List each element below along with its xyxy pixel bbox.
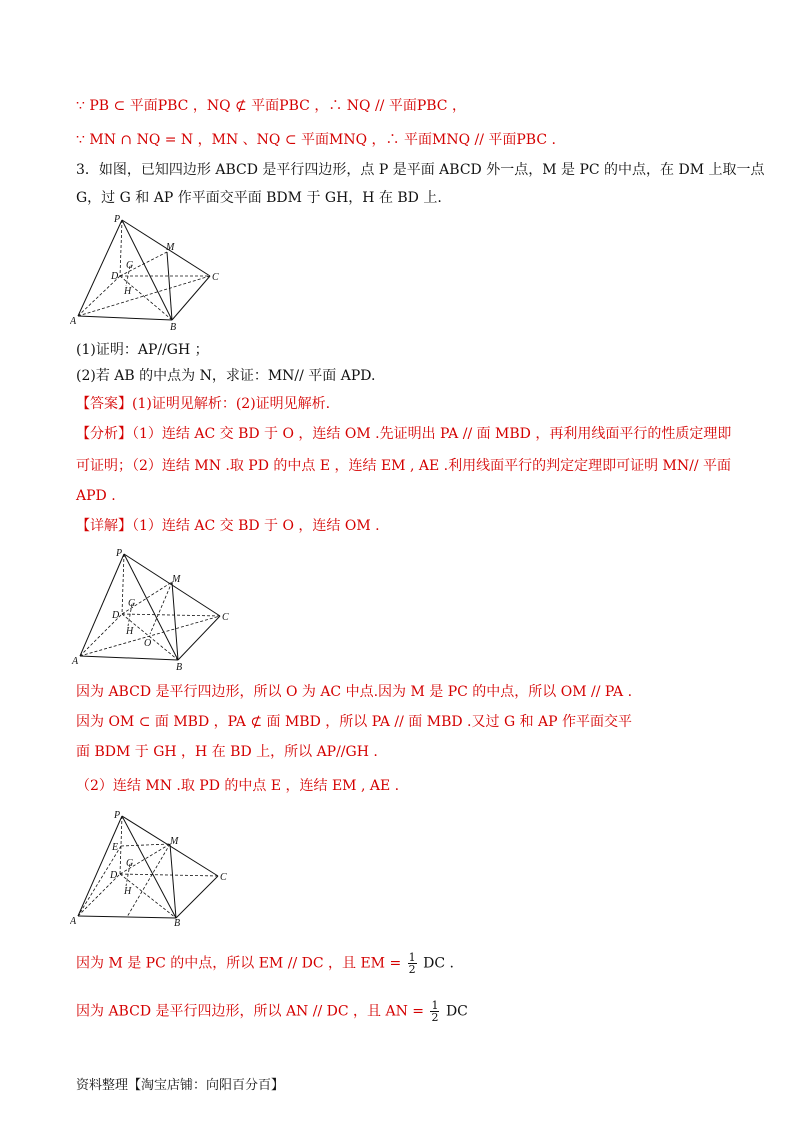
label-G: G — [128, 598, 136, 609]
fraction-half: $\frac{1}{2}$ — [408, 951, 416, 976]
label-C: C — [220, 872, 227, 883]
answer-line: 【答案】(1)证明见解析：(2)证明见解析. — [76, 396, 331, 412]
label-B: B — [170, 322, 177, 332]
detail-line-1: 【详解】（1）连结 AC 交 BD 于 O ，连结 OM . — [76, 518, 380, 534]
pyramid-figure-2 — [70, 546, 240, 671]
step-3: 面 BDM 于 GH ，H 在 BD 上，所以 AP//GH . — [76, 744, 378, 760]
label-B: B — [174, 918, 181, 926]
label-M: M — [172, 574, 181, 585]
footer: 资料整理【淘宝店铺：向阳百分百】 — [76, 1078, 285, 1093]
label-G: G — [126, 858, 134, 869]
label-A: A — [72, 656, 79, 667]
step-2: 因为 OM ⊂ 面 MBD ，PA ⊄ 面 MBD ，所以 PA // 面 MBD .又过 G 和 AP 作平面交平 — [76, 714, 633, 730]
label-A: A — [70, 916, 77, 926]
label-M: M — [166, 242, 175, 253]
step-4: （2）连结 MN .取 PD 的中点 E ，连结 EM , AE . — [76, 778, 400, 794]
figure-3 — [70, 808, 240, 930]
part-2: (2)若 AB 的中点为 N，求证：MN// 平面 APD. — [76, 368, 376, 384]
pyramid-figure-3 — [70, 808, 240, 926]
label-C: C — [222, 612, 229, 623]
label-E: E — [112, 842, 119, 853]
pyramid-figure-1 — [70, 212, 230, 332]
line-1: ∵ PB ⊂ 平面PBC ，NQ ⊄ 平面PBC ，∴ NQ // 平面PBC ， — [76, 98, 466, 114]
step-6: 因为 ABCD 是平行四边形，所以 AN // DC ，且 AN = $\frac{1}{2}$ DC — [76, 999, 468, 1024]
figure-2 — [70, 546, 240, 675]
label-H: H — [126, 626, 134, 637]
label-D: D — [112, 610, 120, 621]
label-P: P — [114, 810, 121, 821]
label-C: C — [212, 272, 219, 283]
step-5: 因为 M 是 PC 的中点，所以 EM // DC ，且 EM = $\frac{1}{2}$ DC . — [76, 951, 454, 976]
line-2: ∵ MN ∩ NQ = N ，MN 、NQ ⊂ 平面MNQ ，∴ 平面MNQ // 平面PBC . — [76, 132, 556, 148]
question-3-line-1: 3．如图，已知四边形 ABCD 是平行四边形，点 P 是平面 ABCD 外一点，M 是 PC 的中点，在 DM 上取一点 — [76, 162, 765, 178]
label-A: A — [70, 316, 77, 327]
label-D: D — [110, 870, 118, 881]
label-P: P — [114, 214, 121, 225]
label-H: H — [124, 286, 132, 297]
label-M: M — [170, 836, 179, 847]
analysis-line-3: APD . — [76, 488, 116, 504]
figure-1 — [70, 212, 230, 336]
label-B: B — [176, 662, 183, 671]
fraction-half-2: $\frac{1}{2}$ — [431, 999, 439, 1024]
label-H: H — [124, 886, 132, 897]
label-D: D — [111, 271, 119, 282]
step-1: 因为 ABCD 是平行四边形，所以 O 为 AC 中点.因为 M 是 PC 的中点，所以 OM // PA . — [76, 684, 633, 700]
label-G: G — [126, 260, 134, 271]
question-3-line-2: G，过 G 和 AP 作平面交平面 BDM 于 GH，H 在 BD 上. — [76, 190, 442, 206]
part-1: (1)证明：AP//GH ； — [76, 342, 209, 358]
analysis-line-2: 可证明；（2）连结 MN .取 PD 的中点 E ，连结 EM , AE .利用线面平行的判定定理即可证明 MN// 平面 — [76, 458, 732, 474]
label-P: P — [116, 548, 123, 559]
analysis-line-1: 【分析】（1）连结 AC 交 BD 于 O ，连结 OM .先证明出 PA // 面 MBD ，再利用线面平行的性质定理即 — [76, 426, 732, 442]
label-O: O — [144, 638, 152, 649]
